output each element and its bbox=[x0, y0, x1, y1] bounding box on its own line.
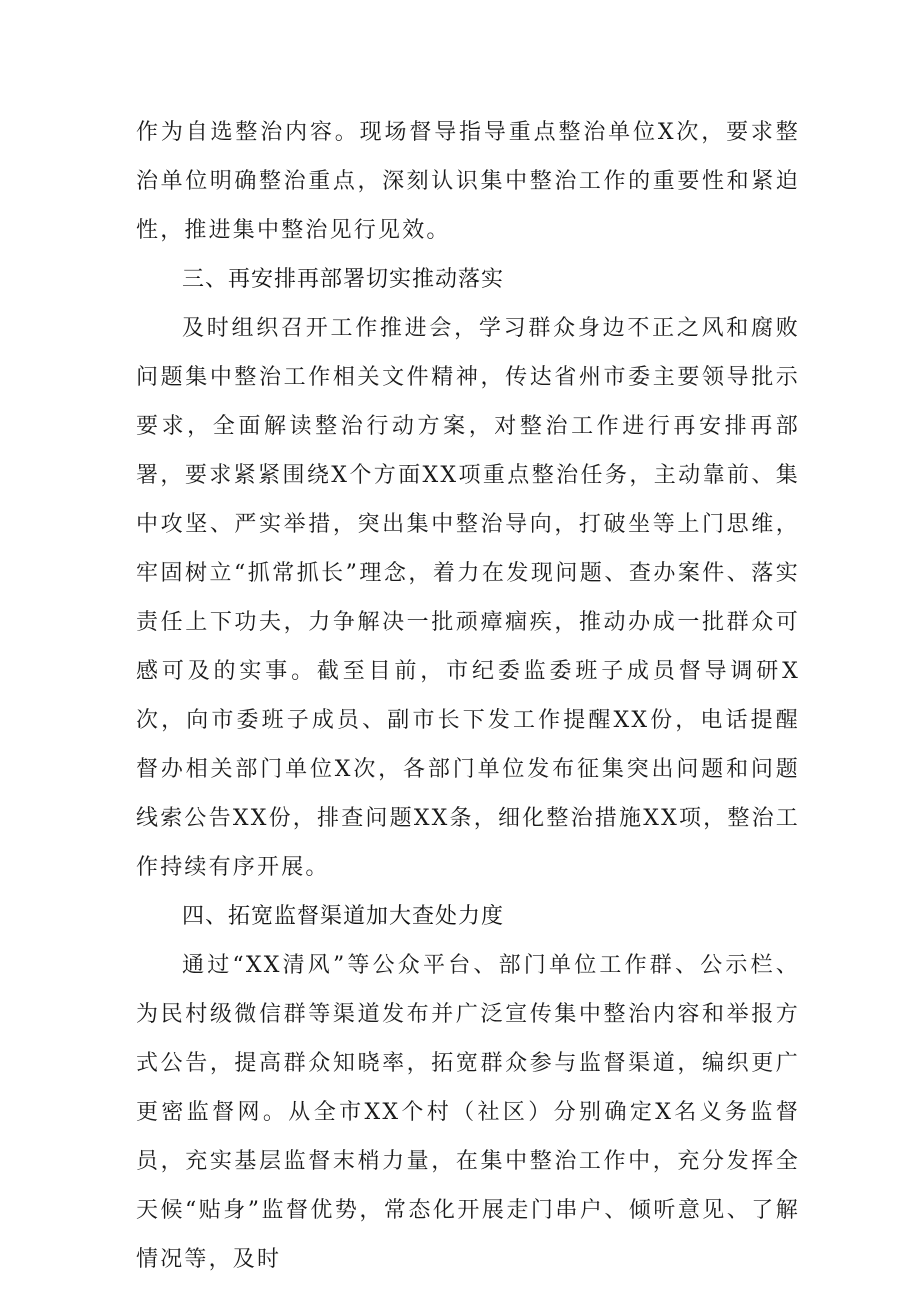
body-paragraph: 及时组织召开工作推进会，学习群众身边不正之风和腐败问题集中整治工作相关文件精神，传达省州市委主要领导批示要求，全面解读整治行动方案，对整治工作进行再安排再部署，要求紧紧围绕X个方面XX项重点整治任务，主动靠前、集中攻坚、严实举措，突出集中整治导向，打破坐等上门思维，牢固树立“抓常抓长”理念，着力在发现问题、查办案件、落实责任上下功夫，力争解决一批顽瘴痼疾，推动办成一批群众可感可及的实事。截至目前，市纪委监委班子成员督导调研X次，向市委班子成员、副市长下发工作提醒XX份，电话提醒督办相关部门单位X次，各部门单位发布征集突出问题和问题线索公告XX份，排查问题XX条，细化整治措施XX项，整治工作持续有序开展。 bbox=[136, 316, 800, 880]
body-paragraph: 作为自选整治内容。现场督导指导重点整治单位X次，要求整治单位明确整治重点，深刻认识集中整治工作的重要性和紧迫性，推进集中整治见行见效。 bbox=[136, 120, 800, 243]
body-paragraph: 通过“XX清风”等公众平台、部门单位工作群、公示栏、为民村级微信群等渠道发布并广泛宣传集中整治内容和举报方式公告，提高群众知晓率，拓宽群众参与监督渠道，编织更广更密监督网。从全市XX个村（社区）分别确定X名义务监督员，充实基层监督末梢力量，在集中整治工作中，充分发挥全天候“贴身”监督优势，常态化开展走门串户、倾听意见、了解情况等，及时 bbox=[136, 953, 800, 1272]
section-heading: 四、拓宽监督渠道加大查处力度 bbox=[182, 904, 505, 929]
document-body bbox=[136, 108, 800, 1284]
section-heading: 三、再安排再部署切实推动落实 bbox=[182, 267, 505, 292]
